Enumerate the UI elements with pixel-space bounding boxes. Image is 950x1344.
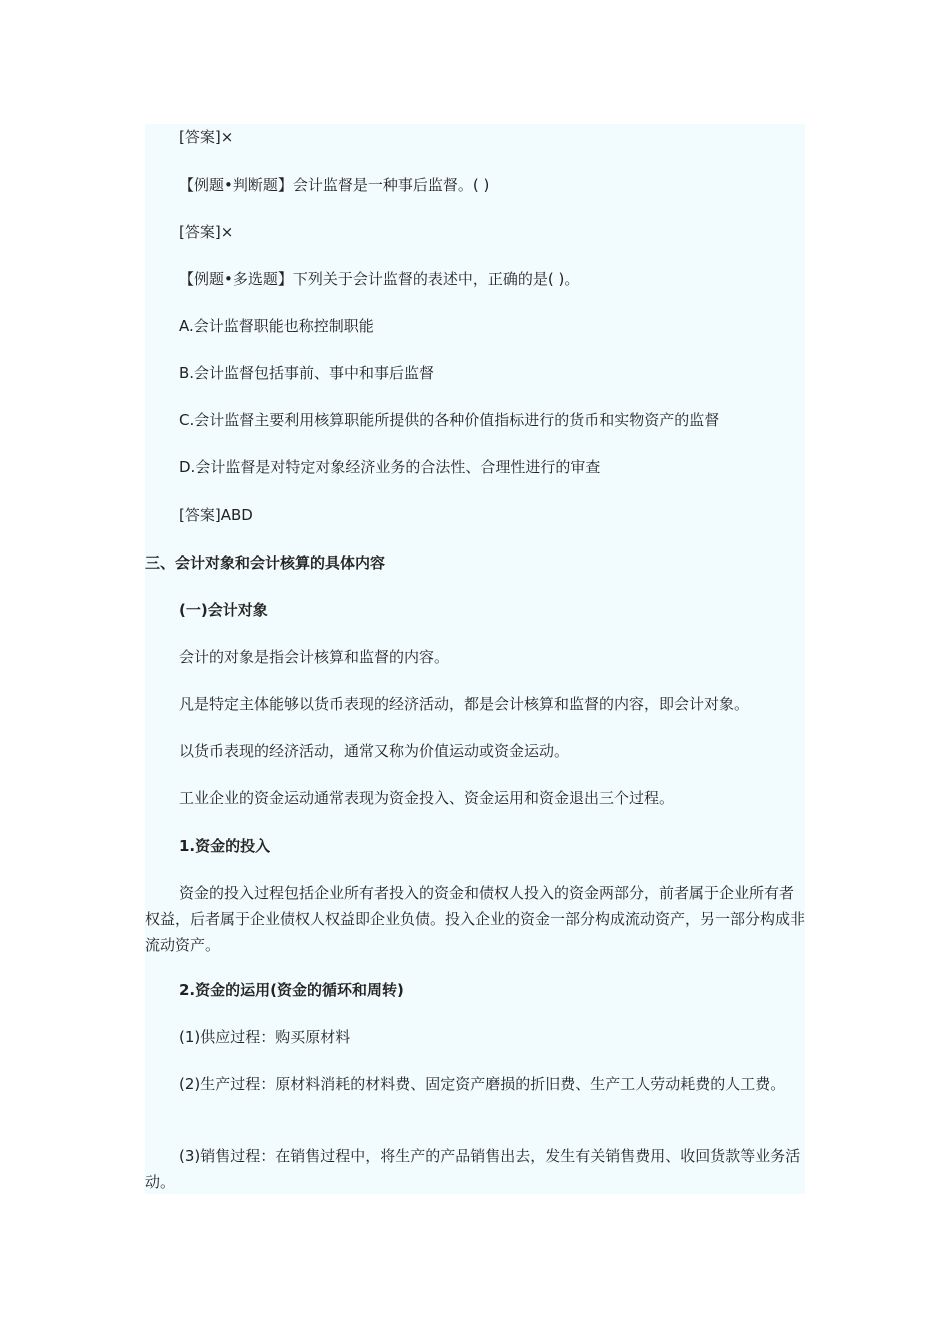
body-paragraph: 工业企业的资金运动通常表现为资金投入、资金运用和资金退出三个过程。 <box>179 789 675 807</box>
answer-line: [答案]× <box>179 128 234 146</box>
list-item: (3)销售过程：在销售过程中，将生产的产品销售出去，发生有关销售费用、收回货款等业务活动。 <box>145 1147 801 1191</box>
option-d: D.会计监督是对特定对象经济业务的合法性、合理性进行的审查 <box>179 458 601 476</box>
body-paragraph: 凡是特定主体能够以货币表现的经济活动，都是会计核算和监督的内容，即会计对象。 <box>179 695 750 713</box>
list-item: (2)生产过程：原材料消耗的材料费、固定资产磨损的折旧费、生产工人劳动耗费的人工费。 <box>179 1075 786 1093</box>
option-b: B.会计监督包括事前、事中和事后监督 <box>179 364 435 382</box>
item-heading: 1.资金的投入 <box>179 837 271 855</box>
body-paragraph: 以货币表现的经济活动，通常又称为价值运动或资金运动。 <box>179 742 570 760</box>
document-body <box>145 124 805 1194</box>
option-a: A.会计监督职能也称控制职能 <box>179 317 374 335</box>
answer-line: [答案]ABD <box>179 506 253 524</box>
body-paragraph: 资金的投入过程包括企业所有者投入的资金和债权人投入的资金两部分，前者属于企业所有者权益，后者属于企业债权人权益即企业负债。投入企业的资金一部分构成流动资产，另一部分构成非流动资产。 <box>145 884 806 954</box>
item-heading: 2.资金的运用(资金的循环和周转) <box>179 981 404 999</box>
body-paragraph: 会计的对象是指会计核算和监督的内容。 <box>179 648 450 666</box>
option-c: C.会计监督主要利用核算职能所提供的各种价值指标进行的货币和实物资产的监督 <box>179 411 720 429</box>
answer-line: [答案]× <box>179 223 234 241</box>
example-multiple-choice-question: 【例题•多选题】下列关于会计监督的表述中，正确的是( )。 <box>179 270 580 288</box>
example-true-false-question: 【例题•判断题】会计监督是一种事后监督。( ) <box>179 176 490 194</box>
section-heading: 三、会计对象和会计核算的具体内容 <box>145 554 386 572</box>
subsection-heading: (一)会计对象 <box>179 601 268 619</box>
list-item: (1)供应过程：购买原材料 <box>179 1028 351 1046</box>
